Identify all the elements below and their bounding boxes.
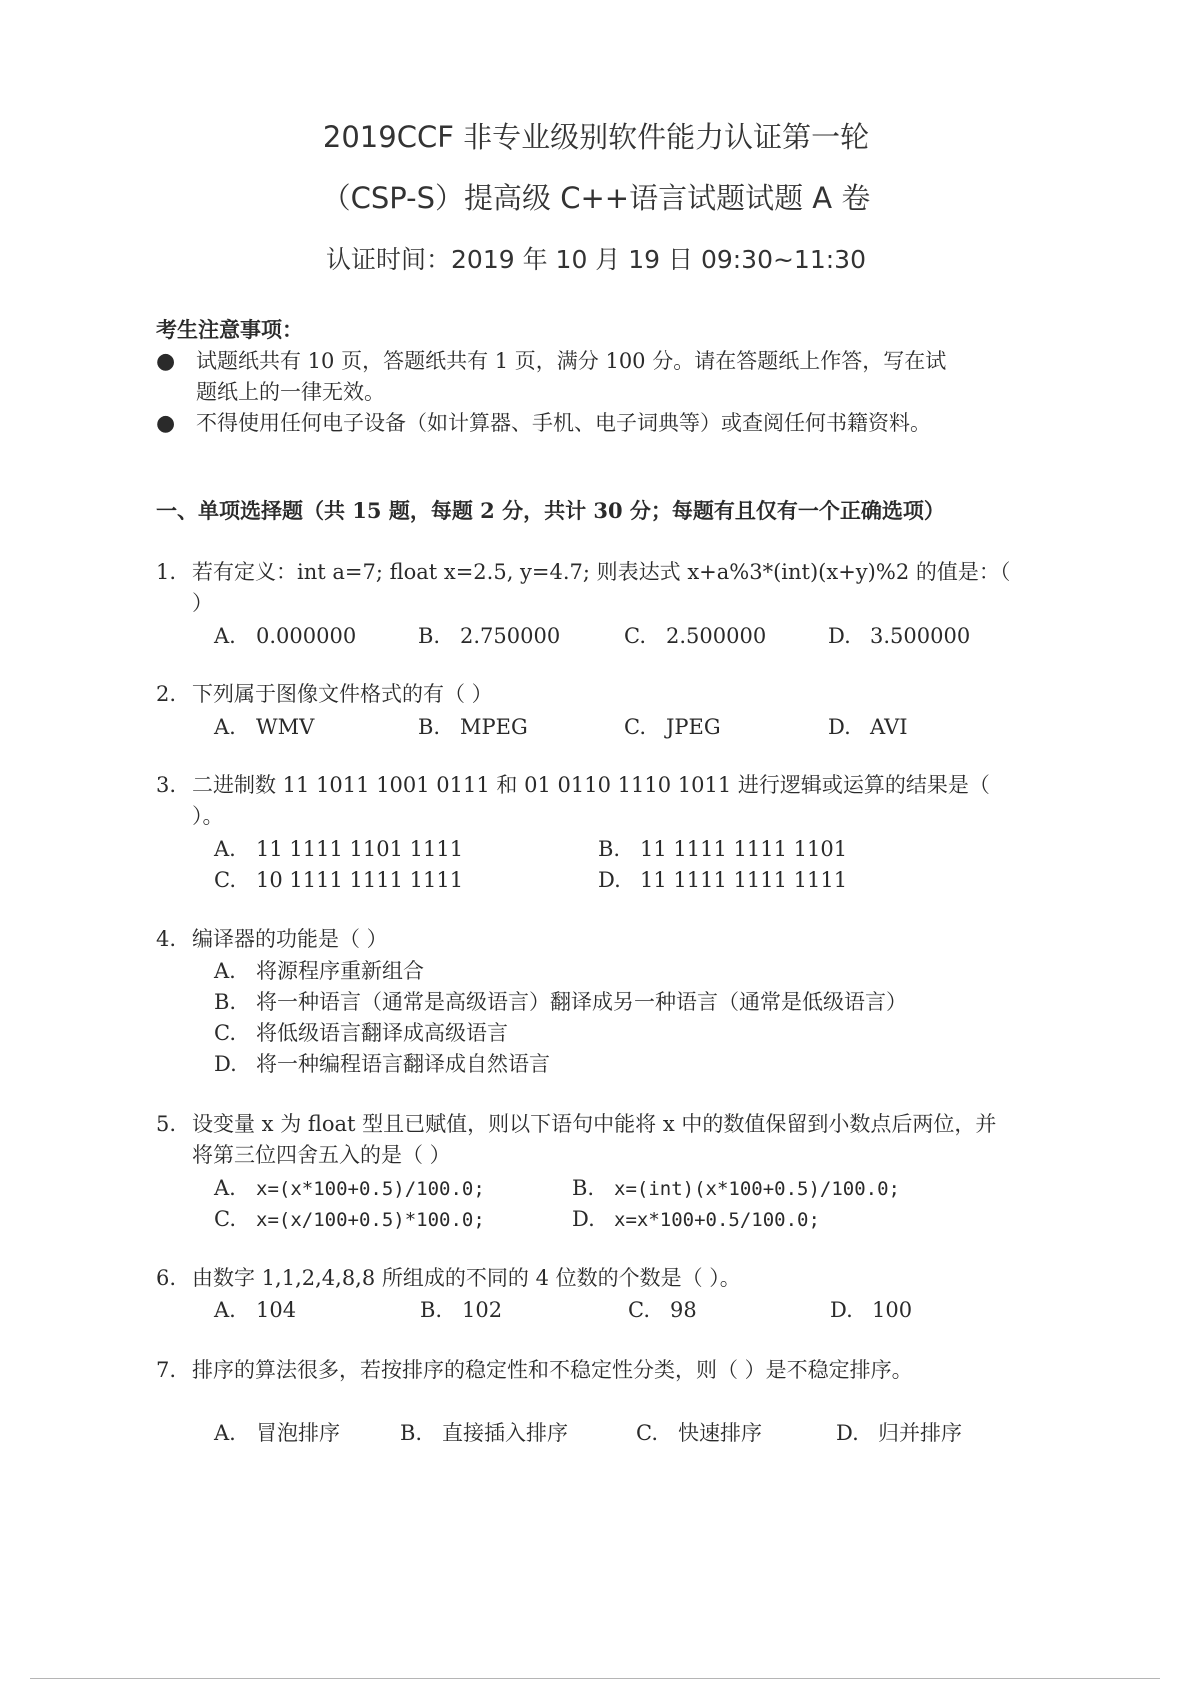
option-label: A. [214, 837, 236, 861]
option-a[interactable] [214, 956, 424, 987]
option-label: B. [418, 715, 441, 739]
question-stem: 下列属于图像文件格式的有（ ） [192, 682, 493, 706]
question-stem: 排序的算法很多，若按排序的稳定性和不稳定性分类，则（ ）是不稳定排序。 [192, 1358, 913, 1382]
option-label: C. [214, 1207, 236, 1231]
option-label: D. [828, 715, 851, 739]
option-c[interactable] [214, 1204, 485, 1236]
option-label: A. [214, 959, 236, 983]
option-text: 11 1111 1111 1111 [640, 868, 848, 892]
option-label: B. [400, 1421, 423, 1445]
question-stem: 二进制数 11 1011 1001 0111 和 01 0110 1110 1011 进行逻辑或运算的结果是（ ）。 [192, 773, 990, 828]
exam-subtitle: （CSP-S）提高级 C++语言试题试题 A 卷 [321, 181, 871, 215]
notice-heading: 考生注意事项： [156, 317, 303, 342]
question-number: 6. [156, 1266, 177, 1290]
option-text: x=(x*100+0.5)/100.0; [256, 1178, 485, 1200]
bullet-icon: ● [156, 349, 176, 374]
option-a[interactable] [214, 712, 314, 743]
option-label: A. [214, 1298, 236, 1322]
option-a[interactable] [214, 834, 463, 865]
option-text: 归并排序 [878, 1421, 962, 1445]
question-number: 2. [156, 682, 177, 706]
option-text: x=(x/100+0.5)*100.0; [256, 1209, 485, 1231]
option-label: D. [836, 1421, 859, 1445]
option-text: 将一种语言（通常是高级语言）翻译成另一种语言（通常是低级语言） [256, 990, 907, 1014]
exam-time: 认证时间：2019 年 10 月 19 日 09:30~11:30 [326, 245, 866, 274]
question-number: 7. [156, 1358, 177, 1382]
notice-text: 不得使用任何电子设备（如计算器、手机、电子词典等）或查阅任何书籍资料。 [196, 411, 931, 435]
option-a[interactable] [214, 1173, 485, 1205]
option-label: A. [214, 1176, 236, 1200]
option-d[interactable] [598, 865, 847, 896]
option-text: WMV [256, 715, 315, 739]
question-number: 3. [156, 773, 177, 797]
option-label: B. [418, 624, 441, 648]
option-label: C. [636, 1421, 658, 1445]
option-b[interactable] [418, 712, 528, 743]
section-heading: 一、单项选择题（共 15 题，每题 2 分，共计 30 分；每题有且仅有一个正确选项） [156, 498, 945, 523]
question-number: 5. [156, 1112, 177, 1136]
option-label: D. [598, 868, 621, 892]
option-c[interactable] [636, 1418, 762, 1449]
option-c[interactable] [214, 1018, 508, 1049]
option-a[interactable] [214, 1418, 340, 1449]
option-label: D. [572, 1207, 595, 1231]
option-b[interactable] [400, 1418, 568, 1449]
option-d[interactable] [214, 1049, 550, 1080]
option-text: 104 [256, 1298, 297, 1322]
option-text: 10 1111 1111 1111 [256, 868, 464, 892]
option-text: 将源程序重新组合 [256, 959, 424, 983]
option-b[interactable] [598, 834, 847, 865]
option-label: B. [214, 990, 237, 1014]
page-bottom-rule [30, 1678, 1160, 1679]
bullet-icon: ● [156, 411, 176, 436]
option-b[interactable] [420, 1295, 502, 1326]
question-stem: 由数字 1,1,2,4,8,8 所组成的不同的 4 位数的个数是（ ）。 [192, 1266, 741, 1290]
option-text: AVI [870, 715, 908, 739]
option-a[interactable] [214, 1295, 296, 1326]
option-text: 将一种编程语言翻译成自然语言 [256, 1052, 550, 1076]
option-text: MPEG [460, 715, 528, 739]
option-text: 100 [872, 1298, 913, 1322]
option-b[interactable] [572, 1173, 900, 1205]
option-label: C. [214, 868, 236, 892]
question-stem: 若有定义：int a=7; float x=2.5, y=4.7; 则表达式 x+a%3*(int)(x+y)%2 的值是：（ ） [192, 560, 1011, 615]
option-text: 102 [462, 1298, 503, 1322]
option-text: 直接插入排序 [442, 1421, 568, 1445]
notice-text: 试题纸共有 10 页，答题纸共有 1 页，满分 100 分。请在答题纸上作答，写在试题纸上的一律无效。 [196, 349, 947, 404]
option-a[interactable] [214, 621, 356, 652]
option-c[interactable] [624, 621, 766, 652]
option-c[interactable] [628, 1295, 697, 1326]
option-c[interactable] [214, 865, 463, 896]
option-label: A. [214, 715, 236, 739]
option-text: JPEG [666, 715, 721, 739]
option-d[interactable] [836, 1418, 962, 1449]
option-text: 2.500000 [666, 624, 767, 648]
option-text: x=(int)(x*100+0.5)/100.0; [614, 1178, 900, 1200]
question-number: 1. [156, 560, 177, 584]
option-text: 冒泡排序 [256, 1421, 340, 1445]
option-text: 2.750000 [460, 624, 561, 648]
question-stem: 编译器的功能是（ ） [192, 927, 388, 951]
option-label: D. [828, 624, 851, 648]
option-d[interactable] [830, 1295, 912, 1326]
option-label: C. [214, 1021, 236, 1045]
option-text: 98 [670, 1298, 697, 1322]
option-label: D. [214, 1052, 237, 1076]
option-text: x=x*100+0.5/100.0; [614, 1209, 820, 1231]
option-d[interactable] [828, 621, 970, 652]
option-label: B. [572, 1176, 595, 1200]
option-b[interactable] [214, 987, 907, 1018]
option-text: 0.000000 [256, 624, 357, 648]
option-label: B. [598, 837, 621, 861]
option-label: A. [214, 624, 236, 648]
exam-title: 2019CCF 非专业级别软件能力认证第一轮 [322, 120, 870, 154]
option-text: 11 1111 1111 1101 [640, 837, 848, 861]
option-text: 将低级语言翻译成高级语言 [256, 1021, 508, 1045]
question-number: 4. [156, 927, 177, 951]
option-text: 3.500000 [870, 624, 971, 648]
option-label: B. [420, 1298, 443, 1322]
option-c[interactable] [624, 712, 721, 743]
option-label: C. [628, 1298, 650, 1322]
option-label: C. [624, 624, 646, 648]
option-b[interactable] [418, 621, 560, 652]
option-label: A. [214, 1421, 236, 1445]
option-d[interactable] [572, 1204, 820, 1236]
question-stem: 设变量 x 为 float 型且已赋值，则以下语句中能将 x 中的数值保留到小数点后两位，并将第三位四舍五入的是（ ） [192, 1112, 997, 1167]
option-text: 快速排序 [678, 1421, 762, 1445]
option-label: C. [624, 715, 646, 739]
option-text: 11 1111 1101 1111 [256, 837, 464, 861]
option-label: D. [830, 1298, 853, 1322]
option-d[interactable] [828, 712, 908, 743]
